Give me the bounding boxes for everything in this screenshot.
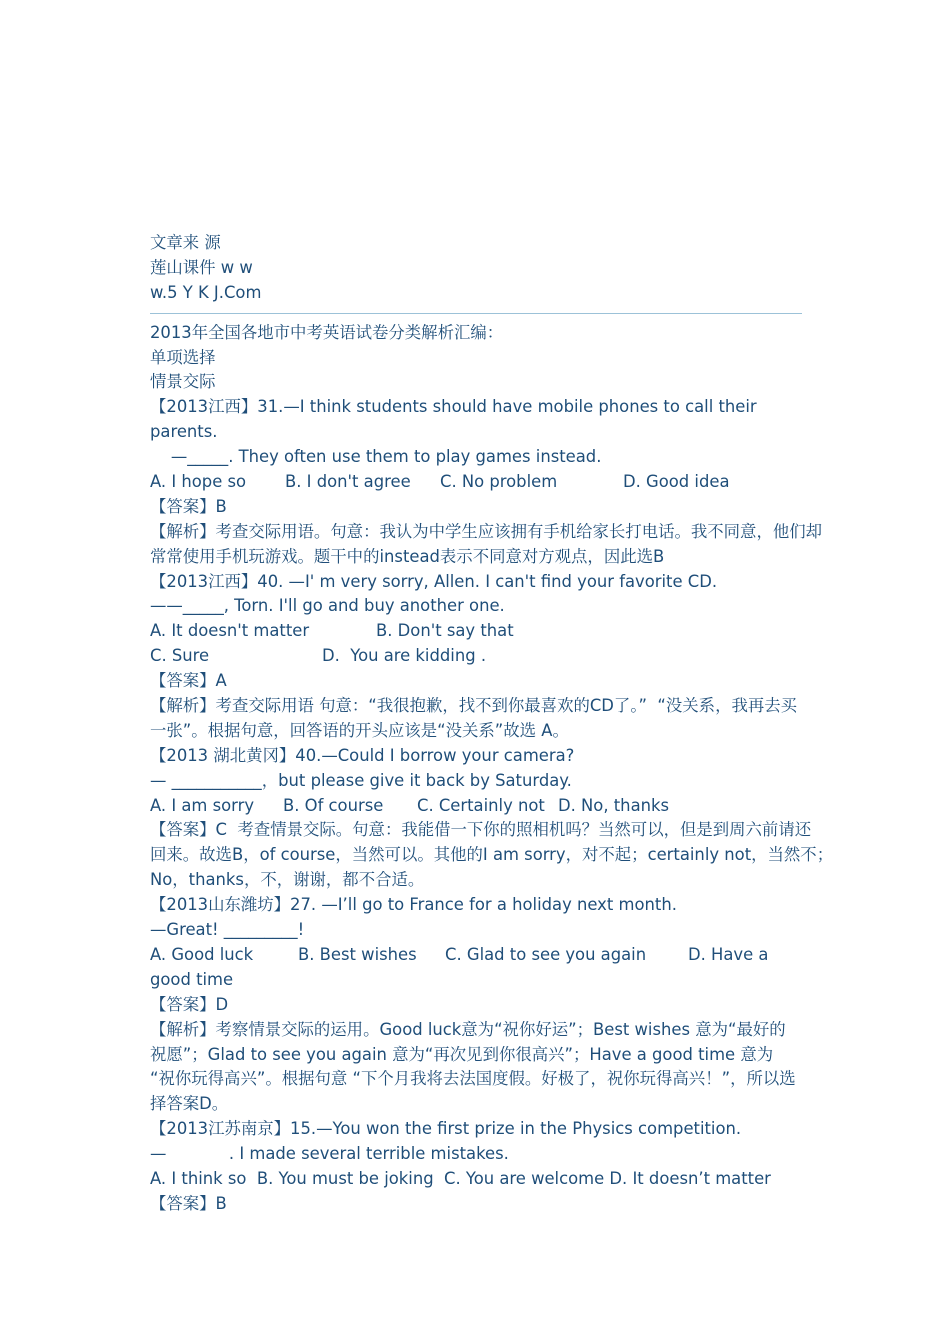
- q4-answer: 【答案】D: [150, 994, 229, 1014]
- q5-stem-line-1: 【2013江苏南京】15.—You won the first prize in the Physics competition.: [150, 1119, 742, 1139]
- q4-options: [150, 943, 802, 968]
- q2-options-row-2: [150, 644, 802, 669]
- q2-option-a: A. It doesn't matter: [150, 621, 310, 641]
- q4-analysis-2: 祝愿”；Glad to see you again 意为“再次见到你很高兴”；Have a good time 意为: [150, 1044, 774, 1064]
- q4-analysis-4: 择答案D。: [150, 1094, 229, 1114]
- q3-answer-1: 【答案】C 考查情景交际。句意：我能借一下你的照相机吗？当然可以，但是到周六前请还: [150, 820, 812, 840]
- q2-stem-line-1: 【2013江西】40. —I' m very sorry, Allen. I can't find your favorite CD.: [150, 571, 718, 591]
- q2-option-c: C. Sure: [150, 646, 210, 666]
- divider-rule: [150, 313, 802, 314]
- q2-option-d: D. You are kidding .: [322, 646, 487, 666]
- q3-option-d: D. No, thanks: [558, 795, 670, 815]
- source-line-3: w.5 Y K J.Com: [150, 282, 262, 302]
- q2-analysis-1: 【解析】考查交际用语 句意：“我很抱歉，找不到你最喜欢的CD了。” “没关系，我再去买: [150, 696, 798, 716]
- q4-option-d: D. Have a: [688, 944, 769, 964]
- q4-option-d-continued: good time: [150, 969, 234, 989]
- q2-answer: 【答案】A: [150, 671, 227, 691]
- q3-stem-line-2: — ___________，but please give it back by Saturday.: [150, 770, 572, 790]
- q1-option-d: D. Good idea: [623, 472, 730, 492]
- q1-stem-line-1: 【2013江西】31.—I think students should have mobile phones to call their: [150, 397, 757, 417]
- q1-option-a: A. I hope so: [150, 472, 247, 492]
- q5-stem-line-2: — . I made several terrible mistakes.: [150, 1144, 509, 1164]
- q3-option-c: C. Certainly not: [417, 795, 545, 815]
- q2-stem-line-2: ——_____, Torn. I'll go and buy another one.: [150, 596, 505, 616]
- document-title: 2013年全国各地市中考英语试卷分类解析汇编：: [150, 322, 504, 342]
- subsection-heading: 情景交际: [150, 372, 216, 392]
- q1-option-c: C. No problem: [440, 472, 558, 492]
- q1-analysis-2: 常常使用手机玩游戏。题干中的instead表示不同意对方观点，因此选B: [150, 546, 665, 566]
- q5-options: A. I think so B. You must be joking C. You are welcome D. It doesn’t matter: [150, 1168, 771, 1188]
- q2-analysis-2: 一张”。根据句意，回答语的开头应该是“没关系”故选 A。: [150, 720, 569, 740]
- q3-option-a: A. I am sorry: [150, 795, 255, 815]
- q3-answer-3: No，thanks，不，谢谢，都不合适。: [150, 870, 425, 890]
- q1-answer: 【答案】B: [150, 496, 227, 516]
- q2-option-b: B. Don't say that: [376, 621, 514, 641]
- q3-option-b: B. Of course: [283, 795, 384, 815]
- q5-answer: 【答案】B: [150, 1193, 227, 1213]
- q4-analysis-1: 【解析】考察情景交际的运用。Good luck意为“祝你好运”；Best wishes 意为“最好的: [150, 1019, 786, 1039]
- q4-stem-line-2: —Great! _________!: [150, 920, 305, 940]
- q4-analysis-3: “祝你玩得高兴”。根据句意 “下个月我将去法国度假。好极了，祝你玩得高兴！”，所以选: [150, 1069, 796, 1089]
- section-heading: 单项选择: [150, 347, 216, 367]
- q2-options-row-1: [150, 619, 802, 644]
- q1-analysis-1: 【解析】考查交际用语。句意：我认为中学生应该拥有手机给家长打电话。我不同意，他们却: [150, 521, 823, 541]
- source-line-1: 文章来 源: [150, 233, 221, 252]
- q3-stem-line-1: 【2013 湖北黄冈】40.—Could I borrow your camera?: [150, 745, 575, 765]
- q4-option-a: A. Good luck: [150, 944, 254, 964]
- q4-option-c: C. Glad to see you again: [445, 944, 647, 964]
- q1-options: [150, 470, 802, 495]
- document-body: [150, 231, 834, 1217]
- q4-option-b: B. Best wishes: [298, 944, 417, 964]
- source-line-2: 莲山课件 w w: [150, 257, 253, 277]
- q1-stem-line-3: —_____. They often use them to play games instead.: [150, 447, 602, 467]
- q3-options: [150, 794, 802, 819]
- q1-stem-line-2: parents.: [150, 422, 218, 442]
- q1-option-b: B. I don't agree: [285, 472, 411, 492]
- q4-stem-line-1: 【2013山东潍坊】27. —I’ll go to France for a holiday next month.: [150, 895, 677, 915]
- q3-answer-2: 回来。故选B，of course，当然可以。其他的I am sorry，对不起；certainly not，当然不；: [150, 845, 834, 865]
